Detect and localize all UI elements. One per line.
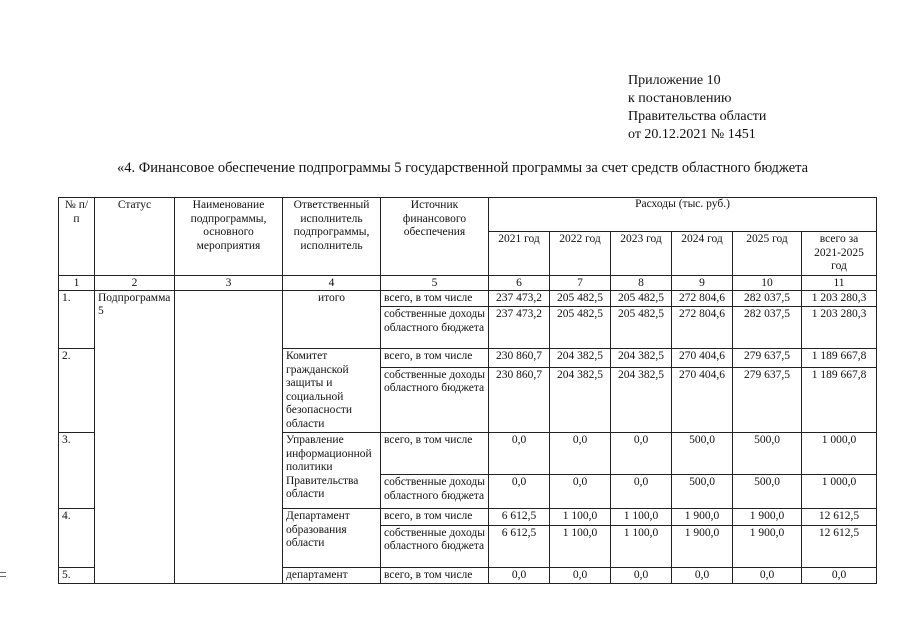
source-cell: всего, в том числе <box>381 509 489 526</box>
year-value-cell: 205 482,5 <box>550 290 611 307</box>
total-value-cell: 1 189 667,8 <box>802 367 877 432</box>
executor-cell: итого <box>283 290 381 349</box>
status-cell: Подпрограмма 5 <box>95 290 175 584</box>
header-2024: 2024 год <box>672 232 733 276</box>
source-cell: всего, в том числе <box>381 290 489 307</box>
year-value-cell: 205 482,5 <box>611 290 672 307</box>
year-value-cell: 1 900,0 <box>672 509 733 526</box>
column-index-cell: 1 <box>59 275 95 290</box>
year-value-cell: 0,0 <box>611 433 672 475</box>
column-index-cell: 4 <box>283 275 381 290</box>
year-value-cell: 272 804,6 <box>672 290 733 307</box>
year-value-cell: 500,0 <box>733 433 802 475</box>
source-cell: собственные доходы областного бюджета <box>381 525 489 567</box>
year-value-cell: 237 473,2 <box>489 290 550 307</box>
appendix-line: к постановлению <box>628 91 732 106</box>
appendix-block <box>628 72 766 144</box>
header-2025: 2025 год <box>733 232 802 276</box>
year-value-cell: 0,0 <box>489 475 550 509</box>
year-value-cell: 270 404,6 <box>672 367 733 432</box>
header-status: Статус <box>95 198 175 276</box>
year-value-cell: 0,0 <box>550 475 611 509</box>
year-value-cell: 270 404,6 <box>672 349 733 368</box>
year-value-cell: 1 100,0 <box>550 525 611 567</box>
year-value-cell: 0,0 <box>672 567 733 584</box>
year-value-cell: 204 382,5 <box>611 367 672 432</box>
table-heading: «4. Финансовое обеспечение подпрограммы 5 государственной программы за счет средств областного бюджета <box>117 160 809 176</box>
total-value-cell: 1 189 667,8 <box>802 349 877 368</box>
name-cell <box>175 290 283 584</box>
year-value-cell: 6 612,5 <box>489 525 550 567</box>
column-index-cell: 7 <box>550 275 611 290</box>
header-2022: 2022 год <box>550 232 611 276</box>
edge-mark <box>0 572 6 577</box>
column-index-cell: 3 <box>175 275 283 290</box>
source-cell: всего, в том числе <box>381 567 489 584</box>
year-value-cell: 205 482,5 <box>550 307 611 349</box>
year-value-cell: 500,0 <box>733 475 802 509</box>
year-value-cell: 204 382,5 <box>550 349 611 368</box>
row-number: 5. <box>59 567 95 584</box>
row-number: 3. <box>59 433 95 509</box>
total-value-cell: 0,0 <box>802 567 877 584</box>
year-value-cell: 279 637,5 <box>733 349 802 368</box>
header-2023: 2023 год <box>611 232 672 276</box>
source-cell: всего, в том числе <box>381 349 489 368</box>
executor-cell: департамент <box>283 567 381 584</box>
appendix-line: Приложение 10 <box>628 73 721 88</box>
year-value-cell: 282 037,5 <box>733 307 802 349</box>
year-value-cell: 0,0 <box>489 567 550 584</box>
year-value-cell: 1 100,0 <box>611 509 672 526</box>
year-value-cell: 272 804,6 <box>672 307 733 349</box>
header-total: всего за 2021-2025 год <box>802 232 877 276</box>
year-value-cell: 205 482,5 <box>611 307 672 349</box>
year-value-cell: 0,0 <box>611 475 672 509</box>
year-value-cell: 1 900,0 <box>733 509 802 526</box>
year-value-cell: 0,0 <box>489 433 550 475</box>
year-value-cell: 1 100,0 <box>611 525 672 567</box>
executor-cell: Управление информационной политики Правительства области <box>283 433 381 509</box>
year-value-cell: 204 382,5 <box>550 367 611 432</box>
row-number: 1. <box>59 290 95 349</box>
source-cell: собственные доходы областного бюджета <box>381 475 489 509</box>
executor-cell: Комитет гражданской защиты и социальной безопасности области <box>283 349 381 433</box>
total-value-cell: 12 612,5 <box>802 525 877 567</box>
column-index-cell: 9 <box>672 275 733 290</box>
total-value-cell: 1 000,0 <box>802 475 877 509</box>
year-value-cell: 237 473,2 <box>489 307 550 349</box>
column-index-cell: 11 <box>802 275 877 290</box>
year-value-cell: 0,0 <box>550 433 611 475</box>
source-cell: собственные доходы областного бюджета <box>381 367 489 432</box>
header-executor: Ответственный исполнитель подпрограммы, исполнитель <box>283 198 381 276</box>
total-value-cell: 12 612,5 <box>802 509 877 526</box>
year-value-cell: 500,0 <box>672 475 733 509</box>
header-num: № п/п <box>59 198 95 276</box>
year-value-cell: 0,0 <box>733 567 802 584</box>
financing-table <box>58 197 877 584</box>
total-value-cell: 1 203 280,3 <box>802 290 877 307</box>
year-value-cell: 1 100,0 <box>550 509 611 526</box>
header-source: Источник финансового обеспечения <box>381 198 489 276</box>
column-index-cell: 5 <box>381 275 489 290</box>
year-value-cell: 500,0 <box>672 433 733 475</box>
header-expenses: Расходы (тыс. руб.) <box>489 198 877 232</box>
header-name: Наименование подпрограммы, основного мероприятия <box>175 198 283 276</box>
row-number: 2. <box>59 349 95 433</box>
year-value-cell: 6 612,5 <box>489 509 550 526</box>
year-value-cell: 1 900,0 <box>672 525 733 567</box>
total-value-cell: 1 000,0 <box>802 433 877 475</box>
column-index-cell: 10 <box>733 275 802 290</box>
total-value-cell: 1 203 280,3 <box>802 307 877 349</box>
year-value-cell: 0,0 <box>550 567 611 584</box>
year-value-cell: 0,0 <box>611 567 672 584</box>
year-value-cell: 204 382,5 <box>611 349 672 368</box>
table-row <box>59 290 877 307</box>
year-value-cell: 230 860,7 <box>489 349 550 368</box>
column-index-cell: 2 <box>95 275 175 290</box>
source-cell: собственные доходы областного бюджета <box>381 307 489 349</box>
executor-cell: Департамент образования области <box>283 509 381 568</box>
year-value-cell: 1 900,0 <box>733 525 802 567</box>
row-number: 4. <box>59 509 95 568</box>
appendix-line: Правительства области <box>628 109 767 124</box>
source-cell: всего, в том числе <box>381 433 489 475</box>
year-value-cell: 282 037,5 <box>733 290 802 307</box>
header-2021: 2021 год <box>489 232 550 276</box>
year-value-cell: 230 860,7 <box>489 367 550 432</box>
column-index-cell: 8 <box>611 275 672 290</box>
appendix-line: от 20.12.2021 № 1451 <box>628 127 756 142</box>
year-value-cell: 279 637,5 <box>733 367 802 432</box>
column-index-cell: 6 <box>489 275 550 290</box>
